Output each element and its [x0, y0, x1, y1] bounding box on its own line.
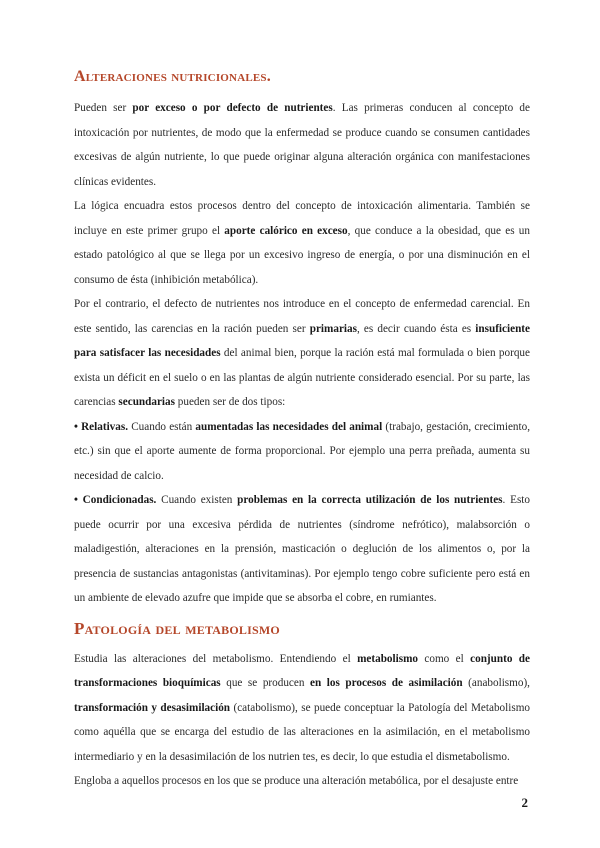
- bold-text: por exceso o por defecto de nutrientes: [132, 102, 333, 114]
- text: Estudia las alteraciones del metabolismo. Entendiendo el: [74, 652, 358, 665]
- text: La lógica encuadra estos procesos dentro del concepto de intoxicación alimentaria. También se incluye en este primer grupo el: [74, 200, 530, 237]
- paragraph: [74, 96, 530, 194]
- text: (anabolismo),: [462, 677, 530, 689]
- bold-text: problemas en la correcta utilización de los nutrientes: [237, 494, 503, 506]
- bold-text: secundarias: [118, 396, 175, 408]
- bold-text: metabolismo: [357, 652, 418, 665]
- text: . Esto puede ocurrir por una excesiva pérdida de nutrientes (síndrome nefrótico), malabsorción o maladigestión, alteraciones en la prensión, masticación o deglución de los alimentos o, por la presencia de sustancias antagonistas (antivitaminas). Por ejemplo tengo cobre suficiente pero está en un ambiente de elevado azufre que impide que se absorba el cobre, en rumiantes.: [74, 494, 531, 604]
- paragraph: [74, 647, 530, 770]
- text: . Las primeras conducen al concepto de intoxicación por nutrientes, de modo que la enfermedad se produce cuando se consumen cantidades excesivas de algún nutriente, lo que puede originar alguna alteración orgánica con manifestaciones clínicas evidentes.: [74, 102, 530, 188]
- bold-text: aumentadas las necesidades del animal: [195, 420, 383, 433]
- text: , es decir cuando ésta es: [356, 322, 476, 335]
- page-content: [74, 68, 530, 794]
- text: , que conduce a la obesidad, que es un estado patológico al que se llega por un excesivo ingreso de energía, o por una disminución en el consumo de ésta (inhibición metabólica).: [74, 224, 530, 286]
- text: Cuando están: [128, 420, 196, 433]
- section-heading-alteraciones: Alteraciones nutricionales.: [74, 68, 271, 85]
- bold-text: transformación y desasimilación: [74, 701, 231, 714]
- text: Por el contrario, el defecto de nutrientes nos introduce en el concepto de enfermedad carencial. En este sentido, las carencias en la ración pueden ser: [74, 298, 530, 335]
- bold-text: insuficiente para satisfacer las necesidades: [74, 322, 530, 359]
- bullet-paragraph-condicionadas: [74, 488, 530, 611]
- text: (trabajo, gestación, crecimiento, etc.) sin que el aporte aumente de forma proporcional. Por ejemplo una perra preñada, aumenta su necesidad de calcio.: [74, 420, 530, 482]
- text: pueden ser de dos tipos:: [174, 396, 286, 408]
- text: (catabolismo), se puede conceptuar la Patología del Metabolismo como aquélla que se encarga del estudio de las alteraciones en la asimilación, en el metabolismo intermediario y en la desasimilación de los nutrien tes, es decir, lo que estudia el dismetabolismo.: [74, 701, 530, 763]
- bold-text: primarias: [309, 322, 357, 335]
- bullet-label: • Condicionadas.: [74, 494, 157, 506]
- text: como el: [418, 652, 471, 665]
- paragraph: [74, 194, 530, 292]
- page-number: 2: [521, 795, 528, 810]
- bullet-label: • Relativas.: [74, 420, 129, 433]
- section-heading-patologia: Patología del metabolismo: [74, 618, 280, 638]
- bold-text: en los procesos de asimilación: [310, 677, 463, 689]
- bold-text: aporte calórico en exceso: [224, 224, 348, 237]
- text: Pueden ser: [74, 102, 133, 114]
- bold-text: conjunto de transformaciones bioquímicas: [74, 652, 530, 689]
- text: Cuando existen: [156, 494, 238, 506]
- text: que se producen: [220, 677, 311, 689]
- paragraph: Engloba a aquellos procesos en los que se produce una alteración metabólica, por el desajuste entre: [74, 775, 519, 787]
- text: del animal bien, porque la ración está mal formulada o bien porque exista un déficit en el suelo o en las plantas de algún nutriente considerado esencial. Por su parte, las carencias: [74, 347, 530, 408]
- bullet-paragraph-relativas: [74, 415, 530, 489]
- paragraph: [74, 292, 530, 415]
